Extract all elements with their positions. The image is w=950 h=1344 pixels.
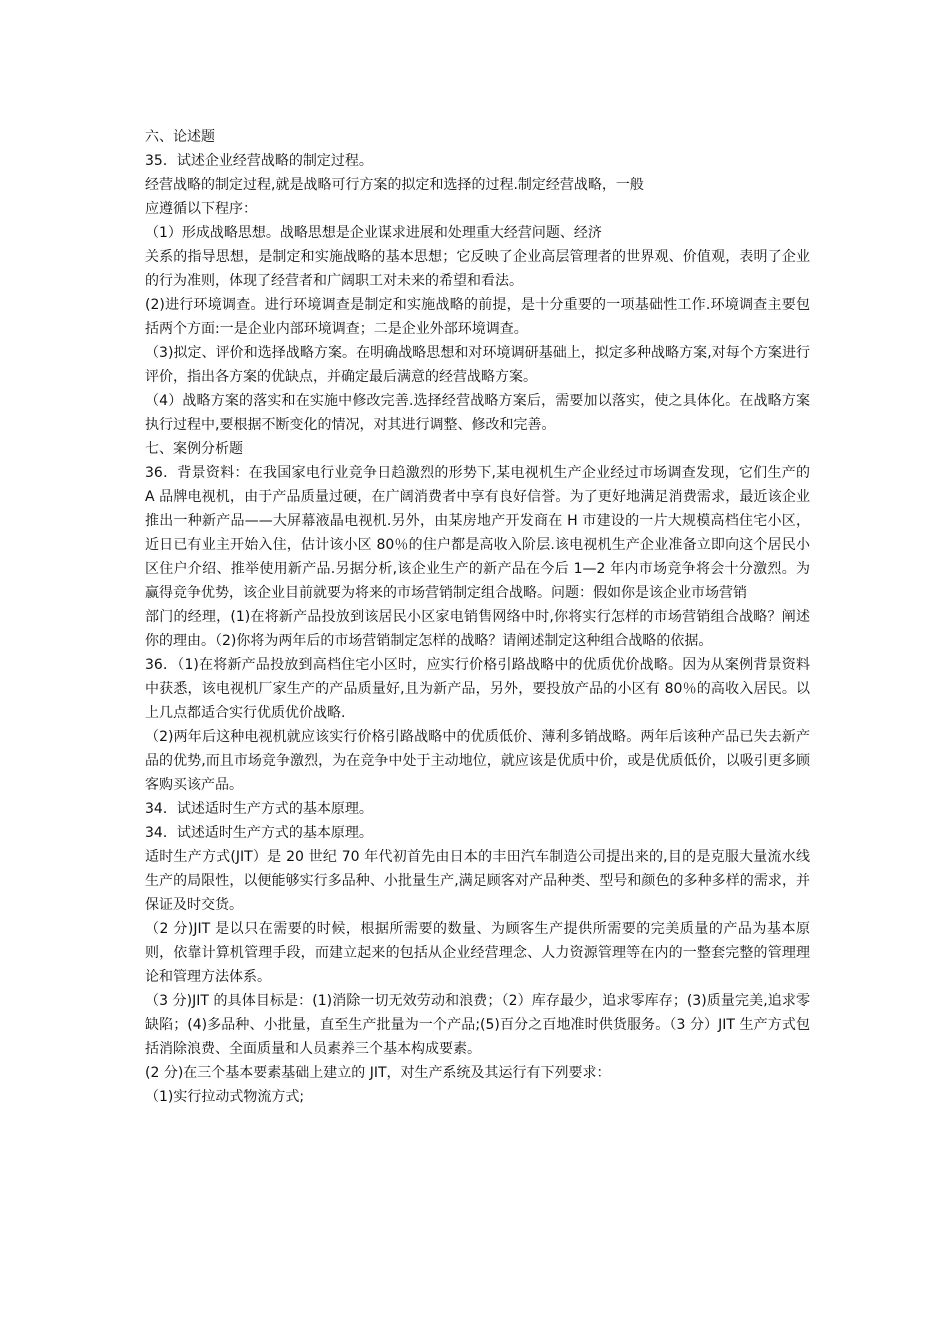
answer-35-step-3: （3)拟定、评价和选择战略方案。在明确战略思想和对环境调研基础上，拟定多种战略方案,对每个方案进行评价，指出各方案的优缺点，并确定最后满意的经营战略方案。 — [145, 345, 810, 385]
section-heading-essay: 六、论述题 — [145, 129, 215, 145]
answer-34-requirement-1: （1)实行拉动式物流方式; — [145, 1089, 305, 1105]
answer-36-part-2: （2)两年后这种电视机就应该实行价格引路战略中的优质低价、薄利多销战略。两年后该种产品已失去新产品的优势,而且市场竞争激烈，为在竞争中处于主动地位，就应该是优质中价，或是优质低价，以吸引更多顾客购买该产品。 — [145, 729, 810, 793]
answer-34-requirements: (2 分)在三个基本要素基础上建立的 JIT，对生产系统及其运行有下列要求： — [145, 1065, 611, 1081]
answer-35-intro-2: 应遵循以下程序： — [145, 201, 257, 217]
answer-36-part-1: 36．（1)在将新产品投放到高档住宅小区时，应实行价格引路战略中的优质优价战略。因为从案例背景资料中获悉，该电视机厂家生产的产品质量好,且为新产品，另外，要投放产品的小区有 80％的高收入居民。以上几点都适合实行优质优价战略. — [145, 657, 810, 721]
question-34: 34．试述适时生产方式的基本原理。 — [145, 801, 373, 817]
answer-35-step-1-body: 关系的指导思想，是制定和实施战略的基本思想；它反映了企业高层管理者的世界观、价值观，表明了企业的行为准则，体现了经营者和广阔职工对未来的希望和看法。 — [145, 249, 810, 289]
answer-35-step-2: (2)进行环境调查。进行环境调查是制定和实施战略的前提，是十分重要的一项基础性工作.环境调查主要包括两个方面:一是企业内部环境调查；二是企业外部环境调查。 — [145, 297, 810, 337]
answer-35-step-4: （4）战略方案的落实和在实施中修改完善.选择经营战略方案后，需要加以落实，使之具体化。在战略方案执行过程中,要根据不断变化的情况，对其进行调整、修改和完善。 — [145, 393, 810, 433]
answer-34-goals: （3 分)JIT 的具体目标是：(1)消除一切无效劳动和浪费；（2）库存最少，追求零库存；(3)质量完美,追求零缺陷；(4)多品种、小批量，直至生产批量为一个产品;(5)百分之百地准时供货服务。（3 分）JIT 生产方式包括消除浪费、全面质量和人员素养三个基本构成要素。 — [145, 993, 810, 1057]
question-36-background: 36．背景资料：在我国家电行业竞争日趋激烈的形势下,某电视机生产企业经过市场调查发现，它们生产的 A 品牌电视机，由于产品质量过硬，在广阔消费者中享有良好信誉。为了更好地满足消费需求，最近该企业推出一种新产品——大屏幕液晶电视机.另外，由某房地产开发商在 H 市建设的一片大规模高档住宅小区，近日已有业主开始入住，估计该小区 80％的住户都是高收入阶层.该电视机生产企业准备立即向这个居民小区住户介绍、推举使用新产品.另据分析,该企业生产的新产品在今后 1—2 年内市场竞争将会十分激烈。为赢得竞争优势，该企业目前就要为将来的市场营销制定组合战略。问题：假如你是该企业市场营销 — [145, 465, 810, 601]
document-body — [145, 125, 810, 1109]
answer-35-step-1-head: （1）形成战略思想。战略思想是企业谋求进展和处理重大经营问题、经济 — [145, 225, 602, 241]
question-34-repeat: 34．试述适时生产方式的基本原理。 — [145, 825, 373, 841]
question-35: 35．试述企业经营战略的制定过程。 — [145, 153, 373, 169]
section-heading-case: 七、案例分析题 — [145, 441, 243, 457]
question-36-task: 部门的经理，(1)在将新产品投放到该居民小区家电销售网络中时,你将实行怎样的市场营销组合战略？阐述你的理由。（2)你将为两年后的市场营销制定怎样的战略？请阐述制定这种组合战略的依据。 — [145, 609, 810, 649]
answer-35-intro-1: 经营战略的制定过程,就是战略可行方案的拟定和选择的过程.制定经营战略，一般 — [145, 177, 644, 193]
answer-34-principle: （2 分)JIT 是以只在需要的时候，根据所需要的数量、为顾客生产提供所需要的完美质量的产品为基本原则，依靠计算机管理手段，而建立起来的包括从企业经营理念、人力资源管理等在内的一整套完整的管理理论和管理方法体系。 — [145, 921, 810, 985]
answer-34-intro: 适时生产方式(JIT）是 20 世纪 70 年代初首先由日本的丰田汽车制造公司提出来的,目的是克服大量流水线生产的局限性，以便能够实行多品种、小批量生产,满足顾客对产品种类、型号和颜色的多种多样的需求，并保证及时交货。 — [145, 849, 810, 913]
